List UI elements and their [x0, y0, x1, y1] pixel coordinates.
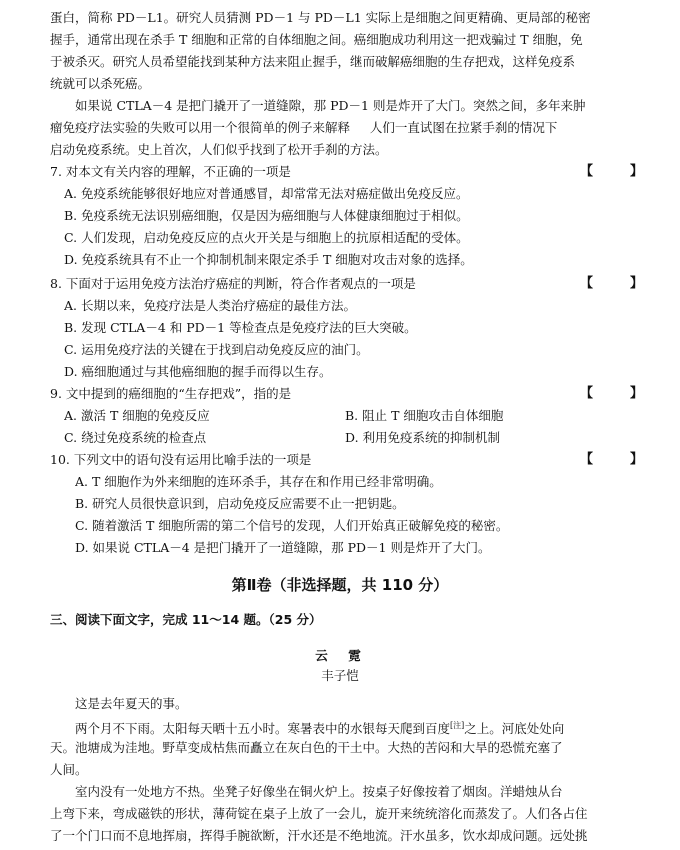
answer-bracket: 【 】	[580, 452, 656, 467]
option-c: C. 人们发现，启动免疫反应的点火开关是与细胞上的抗原相适配的受体。	[64, 230, 469, 245]
answer-bracket: 【 】	[580, 276, 656, 291]
option-b: B. 阻止 T 细胞攻击自体细胞	[345, 408, 504, 423]
option-d: D. 利用免疫系统的抑制机制	[345, 430, 501, 445]
option-c: C. 运用免疫疗法的关键在于找到启动免疫反应的油门。	[64, 342, 369, 357]
essay-line: 室内没有一处地方不热。坐凳子好像坐在铜火炉上。按桌子好像按着了烟囱。洋蜡烛从台	[75, 784, 563, 799]
essay-author: 丰子恺	[321, 668, 359, 683]
option-a: A. 免疫系统能够很好地应对普通感冒，却常常无法对癌症做出免疫反应。	[64, 186, 469, 201]
passage-line: 蛋白，简称 PD－L1。研究人员猜测 PD－1 与 PD－L1 实际上是细胞之间更精确、更局部的秘密	[50, 10, 591, 25]
passage-line: 握手，通常出现在杀手 T 细胞和正常的自体细胞之间。癌细胞成功利用这一把戏骗过 T 细胞，免	[50, 32, 583, 47]
question-8-stem: 8. 下面对于运用免疫方法治疗癌症的判断，符合作者观点的一项是	[50, 276, 416, 291]
essay-line: 了一个门口而不息地挥扇，挥得手腕欲断，汗水还是不绝地流。汗水虽多，饮水却成问题。远处挑	[50, 828, 588, 843]
option-b: B. 免疫系统无法识别癌细胞，仅是因为癌细胞与人体健康细胞过于相似。	[64, 208, 469, 223]
answer-bracket: 【 】	[580, 164, 656, 179]
passage-line: 统就可以杀死癌。	[50, 76, 151, 91]
essay-line	[75, 716, 630, 736]
passage-line: 启动免疫系统。史上首次，人们似乎找到了松开手刹的方法。	[50, 142, 388, 157]
option-d: D. 如果说 CTLA－4 是把门撬开了一道缝隙，那 PD－1 则是炸开了大门。	[75, 540, 491, 555]
option-b: B. 研究人员很快意识到，启动免疫反应需要不止一把钥匙。	[75, 496, 405, 511]
essay-line: 天。池塘成为洼地。野草变成枯焦而矗立在灰白色的干土中。大热的苦闷和大旱的恐慌充塞了	[50, 740, 563, 755]
question-9-stem: 9. 文中提到的癌细胞的“生存把戏”，指的是	[50, 386, 292, 401]
essay-paragraph: 这是去年夏天的事。	[75, 696, 188, 711]
section-heading: 三、阅读下面文字，完成 11～14 题。（25 分）	[50, 612, 322, 627]
essay-text: 两个月不下雨。太阳每天晒十五小时。寒暑表中的水银每天爬到百度	[75, 721, 451, 736]
essay-text: 之上。河底处处向	[464, 721, 565, 736]
option-b: B. 发现 CTLA－4 和 PD－1 等检查点是免疫疗法的巨大突破。	[64, 320, 417, 335]
option-d: D. 免疫系统具有不止一个抑制机制来限定杀手 T 细胞对攻击对象的选择。	[64, 252, 473, 267]
option-a: A. T 细胞作为外来细胞的连环杀手，其存在和作用已经非常明确。	[75, 474, 442, 489]
essay-line: 上弯下来，弯成磁铁的形状，薄荷锭在桌子上放了一会儿，旋开来统统溶化而蒸发了。人们各占住	[50, 806, 588, 821]
answer-bracket: 【 】	[580, 386, 656, 401]
option-a: A. 激活 T 细胞的免疫反应	[64, 408, 210, 423]
option-c: C. 绕过免疫系统的检查点	[64, 430, 207, 445]
option-d: D. 癌细胞通过与其他癌细胞的握手而得以生存。	[64, 364, 332, 379]
question-10-stem: 10. 下列文中的语句没有运用比喻手法的一项是	[50, 452, 312, 467]
passage-line: 如果说 CTLA－4 是把门撬开了一道缝隙，那 PD－1 则是炸开了大门。突然之间，多年来肿	[75, 98, 586, 113]
essay-line: 人间。	[50, 762, 88, 777]
option-c: C. 随着激活 T 细胞所需的第二个信号的发现，人们开始真正破解免疫的秘密。	[75, 518, 509, 533]
passage-line: 瘤免疫疗法实验的失败可以用一个很简单的例子来解释 人们一直试图在拉紧手刹的情况下	[50, 120, 558, 135]
passage-line: 于被杀灭。研究人员希望能找到某种方法来阻止握手，继而破解癌细胞的生存把戏，这样免疫系	[50, 54, 576, 69]
essay-title: 云 霓	[315, 648, 365, 663]
question-7-stem: 7. 对本文有关内容的理解，不正确的一项是	[50, 164, 291, 179]
option-a: A. 长期以来，免疫疗法是人类治疗癌症的最佳方法。	[64, 298, 356, 313]
footnote-marker: [注]	[450, 721, 465, 730]
volume-heading: 第Ⅱ卷（非选择题，共 110 分）	[231, 576, 449, 594]
